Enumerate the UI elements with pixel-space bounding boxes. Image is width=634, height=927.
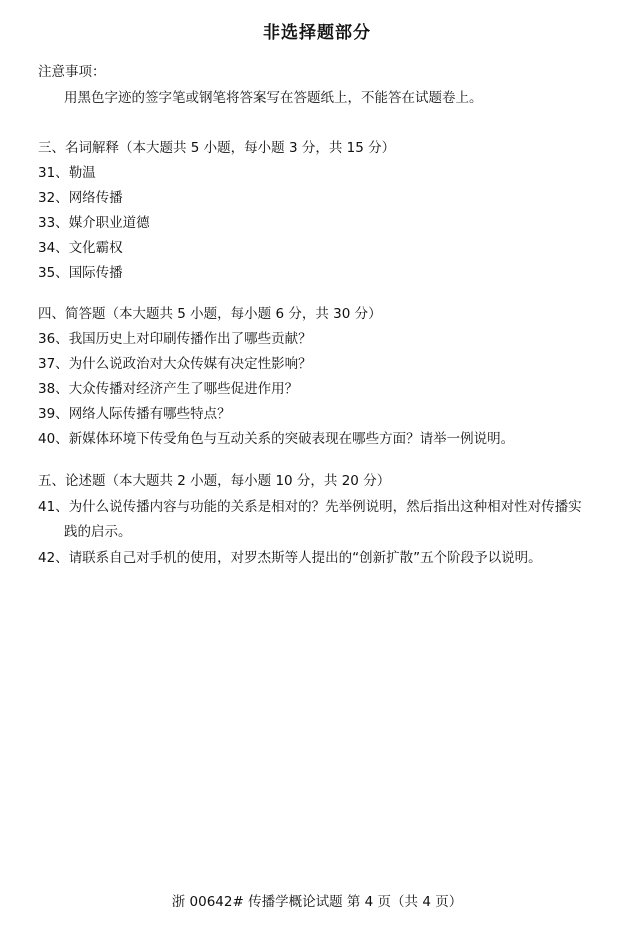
question-number: 36、 bbox=[38, 331, 69, 347]
question-text: 新媒体环境下传受角色与互动关系的突破表现在哪些方面？请举一例说明。 bbox=[68, 431, 515, 447]
question-text: 网络传播 bbox=[68, 190, 123, 206]
notes-heading: 注意事项： bbox=[38, 64, 106, 80]
question-text: 大众传播对经济产生了哪些促进作用？ bbox=[68, 381, 299, 397]
question-36 bbox=[38, 327, 312, 347]
page-title: 非选择题部分 bbox=[263, 23, 371, 43]
question-38 bbox=[38, 377, 298, 397]
question-number: 40、 bbox=[38, 431, 69, 447]
question-37 bbox=[38, 352, 312, 372]
question-text: 国际传播 bbox=[68, 265, 123, 281]
section-heading-3: 三、名词解释（本大题共 5 小题，每小题 3 分，共 15 分） bbox=[38, 140, 396, 156]
question-32 bbox=[38, 186, 123, 206]
question-text: 为什么说政治对大众传媒有决定性影响？ bbox=[68, 356, 312, 372]
question-31 bbox=[38, 161, 96, 181]
question-text: 勒温 bbox=[68, 165, 96, 181]
question-33 bbox=[38, 211, 150, 231]
question-text: 网络人际传播有哪些特点？ bbox=[68, 406, 231, 422]
section-heading-5: 五、论述题（本大题共 2 小题，每小题 10 分，共 20 分） bbox=[38, 473, 391, 489]
question-number: 32、 bbox=[38, 190, 69, 206]
question-40 bbox=[38, 427, 514, 447]
question-text: 媒介职业道德 bbox=[68, 215, 150, 231]
question-text: 为什么说传播内容与功能的关系是相对的？先举例说明，然后指出这种相对性对传播实 bbox=[68, 499, 582, 515]
question-number: 37、 bbox=[38, 356, 69, 372]
question-34 bbox=[38, 236, 123, 256]
question-number: 33、 bbox=[38, 215, 69, 231]
question-41 bbox=[38, 495, 582, 515]
page-footer: 浙 00642# 传播学概论试题 第 4 页（共 4 页） bbox=[171, 894, 463, 910]
question-number: 42、 bbox=[38, 550, 69, 566]
question-35 bbox=[38, 261, 123, 281]
question-number: 39、 bbox=[38, 406, 69, 422]
question-number: 38、 bbox=[38, 381, 69, 397]
question-number: 31、 bbox=[38, 165, 69, 181]
question-39 bbox=[38, 402, 231, 422]
section-heading-4: 四、简答题（本大题共 5 小题，每小题 6 分，共 30 分） bbox=[38, 306, 382, 322]
question-number: 41、 bbox=[38, 499, 69, 515]
question-42 bbox=[38, 546, 542, 566]
question-41-continuation: 践的启示。 bbox=[64, 524, 132, 540]
notes-body: 用黑色字迹的签字笔或钢笔将答案写在答题纸上，不能答在试题卷上。 bbox=[64, 90, 483, 106]
question-text: 请联系自己对手机的使用，对罗杰斯等人提出的“创新扩散”五个阶段予以说明。 bbox=[68, 550, 542, 566]
question-number: 34、 bbox=[38, 240, 69, 256]
question-text: 文化霸权 bbox=[68, 240, 123, 256]
question-text: 我国历史上对印刷传播作出了哪些贡献？ bbox=[68, 331, 312, 347]
question-number: 35、 bbox=[38, 265, 69, 281]
